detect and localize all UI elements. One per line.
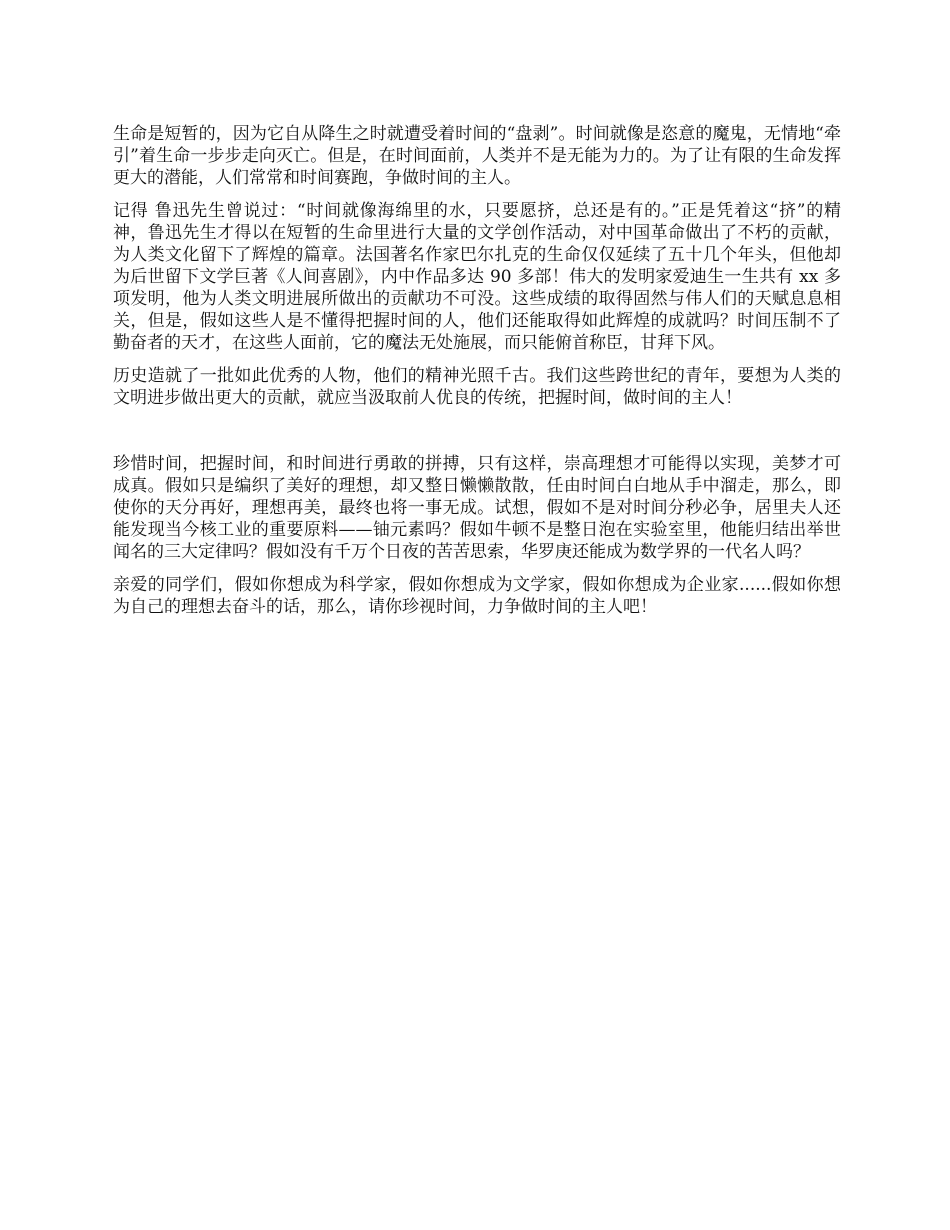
paragraph-history-heroes: 历史造就了一批如此优秀的人物，他们的精神光照千古。我们这些跨世纪的青年，要想为人类的文明进步做出更大的贡献，就应当汲取前人优良的传统，把握时间，做时间的主人！ bbox=[113, 366, 841, 408]
paragraph-examples-of-great-people: 记得 鲁迅先生曾说过：“时间就像海绵里的水，只要愿挤，总还是有的。”正是凭着这“挤”的精神，鲁迅先生才得以在短暂的生命里进行大量的文学创作活动，对中国革命做出了不朽的贡献，为人类文化留下了辉煌的篇章。法国著名作家巴尔扎克的生命仅仅延续了五十几个年头，但他却为后世留下文学巨著《人间喜剧》，内中作品多达 90 多部！伟大的发明家爱迪生一生共有 xx 多项发明，他为人类文明进展所做出的贡献功不可没。这些成绩的取得固然与伟人们的天赋息息相关，但是，假如这些人是不懂得把握时间的人，他们还能取得如此辉煌的成就吗？时间压制不了勤奋者的天才，在这些人面前，它的魔法无处施展，而只能俯首称臣，甘拜下风。 bbox=[113, 201, 841, 353]
document-body bbox=[113, 123, 841, 629]
paragraph-dear-classmates: 亲爱的同学们，假如你想成为科学家，假如你想成为文学家，假如你想成为企业家......假如你想为自己的理想去奋斗的话，那么，请你珍视时间，力争做时间的主人吧！ bbox=[113, 575, 841, 617]
paragraph-cherish-time: 珍惜时间，把握时间，和时间进行勇敢的拼搏，只有这样，崇高理想才可能得以实现，美梦才可成真。假如只是编织了美好的理想，却又整日懒懒散散，任由时间白白地从手中溜走，那么，即使你的天分再好，理想再美，最终也将一事无成。试想，假如不是对时间分秒必争，居里夫人还能发现当今核工业的重要原料——铀元素吗？假如牛顿不是整日泡在实验室里，他能归结出举世闻名的三大定律吗？假如没有千万个日夜的苦苦思索，华罗庚还能成为数学界的一代名人吗？ bbox=[113, 454, 841, 562]
paragraph-life-is-short: 生命是短暂的，因为它自从降生之时就遭受着时间的“盘剥”。时间就像是恣意的魔鬼，无情地“牵引”着生命一步步走向灭亡。但是，在时间面前，人类并不是无能为力的。为了让有限的生命发挥更大的潜能，人们常常和时间赛跑，争做时间的主人。 bbox=[113, 124, 841, 188]
